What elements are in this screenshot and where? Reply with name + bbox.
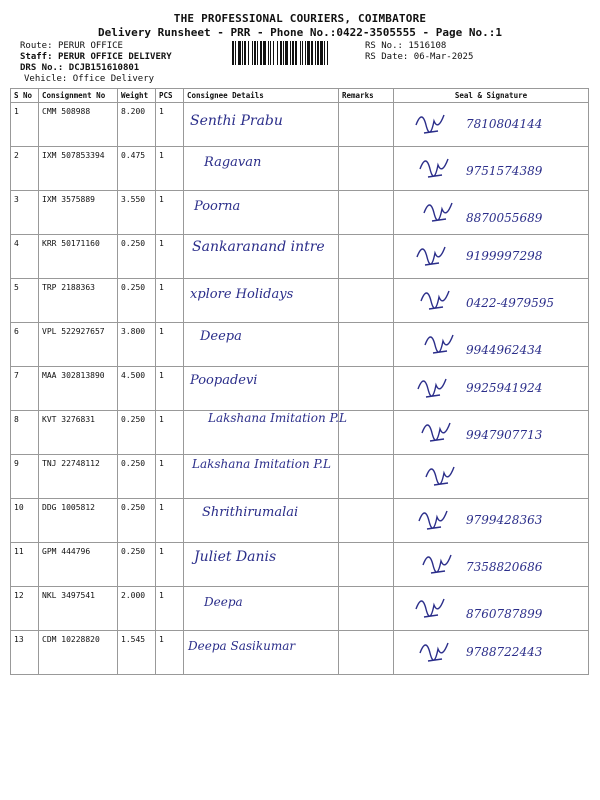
drs-value: DCJB151610801 <box>68 63 140 73</box>
row-signature-cell <box>394 499 589 543</box>
row-signature-cell <box>394 235 589 279</box>
table-header-row <box>11 89 589 103</box>
row-consignment-no: MAA 302813890 <box>39 367 118 411</box>
row-remarks <box>339 235 394 279</box>
row-signature-cell <box>394 631 589 675</box>
table-row <box>11 543 589 587</box>
row-pcs: 1 <box>156 543 184 587</box>
barcode-bar <box>268 41 269 65</box>
row-consignment-no: NKL 3497541 <box>39 587 118 631</box>
vehicle-value: Office Delivery <box>72 74 155 84</box>
row-sno: 4 <box>11 235 39 279</box>
row-weight: 0.250 <box>118 235 156 279</box>
table-row <box>11 103 589 147</box>
row-contact-phone: 7358820686 <box>466 560 543 574</box>
drs-line <box>20 63 139 74</box>
row-consignment-no: KRR 50171160 <box>39 235 118 279</box>
row-weight: 1.545 <box>118 631 156 675</box>
row-consignee-name: Senthi Prabu <box>190 113 283 129</box>
row-sno: 12 <box>11 587 39 631</box>
barcode-bar <box>270 41 271 65</box>
row-consignee-cell <box>184 323 339 367</box>
row-pcs: 1 <box>156 191 184 235</box>
barcode-bar <box>248 41 249 65</box>
vehicle-line <box>24 74 154 85</box>
barcode-bar <box>280 41 282 65</box>
row-contact-phone: 9199997298 <box>466 249 543 263</box>
row-remarks <box>339 455 394 499</box>
row-remarks <box>339 103 394 147</box>
row-remarks <box>339 631 394 675</box>
col-header-remarks: Remarks <box>339 89 394 103</box>
row-remarks <box>339 191 394 235</box>
row-consignee-cell <box>184 235 339 279</box>
rs-no-line <box>365 41 446 52</box>
row-remarks <box>339 499 394 543</box>
row-weight: 3.550 <box>118 191 156 235</box>
row-pcs: 1 <box>156 279 184 323</box>
row-remarks <box>339 587 394 631</box>
row-pcs: 1 <box>156 147 184 191</box>
row-contact-phone: 9947907713 <box>466 428 543 442</box>
row-consignment-no: TRP 2188363 <box>39 279 118 323</box>
row-contact-phone: 9944962434 <box>466 343 543 357</box>
row-contact-phone: 7810804144 <box>466 117 543 131</box>
table-row <box>11 191 589 235</box>
staff-line <box>20 52 172 63</box>
table-row <box>11 235 589 279</box>
row-consignee-cell <box>184 587 339 631</box>
barcode-bar <box>324 41 325 65</box>
rs-no-label: RS No.: <box>365 41 403 51</box>
row-weight: 8.200 <box>118 103 156 147</box>
drs-label: DRS No.: <box>20 63 64 73</box>
row-sno: 7 <box>11 367 39 411</box>
row-contact-phone: 8760787899 <box>466 607 543 621</box>
row-pcs: 1 <box>156 455 184 499</box>
row-remarks <box>339 147 394 191</box>
row-consignee-name: Deepa Sasikumar <box>188 639 296 653</box>
barcode-bar <box>254 41 256 65</box>
row-signature-cell <box>394 367 589 411</box>
row-contact-phone: 9788722443 <box>466 645 543 659</box>
row-pcs: 1 <box>156 367 184 411</box>
row-consignee-name: Sankaranand intre <box>192 239 325 255</box>
row-consignee-cell <box>184 191 339 235</box>
barcode-bar <box>260 41 262 65</box>
row-weight: 3.800 <box>118 323 156 367</box>
row-consignment-no: GPM 444796 <box>39 543 118 587</box>
rs-date-value: 06-Mar-2025 <box>413 52 474 62</box>
handwritten-signature <box>394 455 584 493</box>
table-row <box>11 411 589 455</box>
row-consignee-cell <box>184 147 339 191</box>
row-sno: 2 <box>11 147 39 191</box>
table-row <box>11 631 589 675</box>
row-sno: 10 <box>11 499 39 543</box>
row-sno: 8 <box>11 411 39 455</box>
table-row <box>11 587 589 631</box>
row-consignment-no: KVT 3276831 <box>39 411 118 455</box>
row-pcs: 1 <box>156 235 184 279</box>
row-consignee-cell <box>184 631 339 675</box>
row-contact-phone: 9799428363 <box>466 513 543 527</box>
row-signature-cell <box>394 147 589 191</box>
barcode-bar <box>311 41 313 65</box>
route-label: Route: <box>20 41 53 51</box>
row-consignee-name: Shrithirumalai <box>202 505 299 520</box>
rs-date-line <box>365 52 473 63</box>
row-remarks <box>339 367 394 411</box>
row-weight: 2.000 <box>118 587 156 631</box>
row-consignment-no: CMM 508988 <box>39 103 118 147</box>
barcode-bar <box>235 41 236 65</box>
row-consignee-cell <box>184 411 347 455</box>
barcode-bar <box>292 41 294 65</box>
staff-label: Staff: <box>20 52 53 62</box>
row-consignee-name: Deepa <box>200 329 242 344</box>
col-header-pcs: PCS <box>156 89 184 103</box>
row-pcs: 1 <box>156 587 184 631</box>
barcode-bar <box>285 41 288 65</box>
barcode <box>232 41 357 65</box>
row-consignee-cell <box>184 367 339 411</box>
row-contact-phone: 9925941924 <box>466 381 543 395</box>
runsheet-subtitle: Delivery Runsheet - PRR - Phone No.:0422-3505555 - Page No.:1 <box>98 26 502 39</box>
barcode-bar <box>273 41 274 65</box>
row-pcs: 1 <box>156 411 184 455</box>
barcode-bar <box>307 41 310 65</box>
row-consignment-no: DDG 1005812 <box>39 499 118 543</box>
staff-value: PERUR OFFICE DELIVERY <box>57 52 172 62</box>
row-pcs: 1 <box>156 499 184 543</box>
row-sno: 13 <box>11 631 39 675</box>
barcode-bar <box>277 41 278 65</box>
row-consignment-no: TNJ 22748112 <box>39 455 118 499</box>
barcode-bar <box>257 41 258 65</box>
row-consignee-name: Poorna <box>194 199 241 214</box>
row-consignee-name: xplore Holidays <box>190 287 294 302</box>
row-consignee-name: Juliet Danis <box>194 549 277 565</box>
row-signature-cell <box>394 191 589 235</box>
col-header-signature: Seal & Signature <box>394 89 589 103</box>
row-remarks <box>339 323 394 367</box>
row-consignee-cell <box>184 103 339 147</box>
col-header-weight: Weight <box>118 89 156 103</box>
row-remarks <box>339 543 394 587</box>
rs-date-label: RS Date: <box>365 52 409 62</box>
row-pcs: 1 <box>156 631 184 675</box>
row-consignee-name: Lakshana Imitation P.L <box>192 457 331 471</box>
barcode-bar <box>300 41 301 65</box>
row-signature-cell <box>394 587 589 631</box>
runsheet-table <box>10 88 589 675</box>
row-consignee-cell <box>184 455 339 499</box>
table-row <box>11 499 589 543</box>
vehicle-label: Vehicle: <box>24 74 68 84</box>
barcode-bar <box>283 41 284 65</box>
row-consignee-name: Poopadevi <box>190 373 258 388</box>
table-row <box>11 367 589 411</box>
barcode-bar <box>238 41 241 65</box>
barcode-bar <box>305 41 306 65</box>
row-signature-cell <box>394 103 589 147</box>
row-consignment-no: IXM 3575889 <box>39 191 118 235</box>
row-consignment-no: IXM 507853394 <box>39 147 118 191</box>
row-signature-cell <box>394 411 589 455</box>
row-consignee-name: Ragavan <box>204 155 262 170</box>
row-sno: 6 <box>11 323 39 367</box>
barcode-bar <box>252 41 253 65</box>
row-contact-phone: 0422-4979595 <box>466 296 555 310</box>
row-weight: 4.500 <box>118 367 156 411</box>
row-sno: 9 <box>11 455 39 499</box>
row-consignment-no: CDM 10228820 <box>39 631 118 675</box>
row-pcs: 1 <box>156 323 184 367</box>
barcode-bar <box>232 41 234 65</box>
barcode-bar <box>315 41 316 65</box>
row-signature-cell <box>394 543 589 587</box>
row-consignee-cell <box>184 543 339 587</box>
table-row <box>11 323 589 367</box>
row-signature-cell <box>394 455 589 499</box>
barcode-bar <box>320 41 323 65</box>
row-weight: 0.250 <box>118 543 156 587</box>
barcode-bar <box>295 41 297 65</box>
row-weight: 0.250 <box>118 455 156 499</box>
row-sno: 1 <box>11 103 39 147</box>
row-remarks <box>339 279 394 323</box>
row-consignee-cell <box>184 499 339 543</box>
rs-no-value: 1516108 <box>408 41 447 51</box>
col-header-consignee: Consignee Details <box>184 89 339 103</box>
barcode-bar <box>327 41 328 65</box>
table-row <box>11 147 589 191</box>
row-weight: 0.475 <box>118 147 156 191</box>
row-contact-phone: 9751574389 <box>466 164 543 178</box>
barcode-bar <box>242 41 243 65</box>
row-signature-cell <box>394 279 589 323</box>
row-pcs: 1 <box>156 103 184 147</box>
table-row <box>11 455 589 499</box>
row-weight: 0.250 <box>118 499 156 543</box>
row-consignment-no: VPL 522927657 <box>39 323 118 367</box>
barcode-bar <box>317 41 319 65</box>
row-consignee-name: Deepa <box>204 595 243 609</box>
col-header-sno: S No <box>11 89 39 103</box>
table-row <box>11 279 589 323</box>
row-signature-cell <box>394 323 589 367</box>
row-consignee-cell <box>184 279 339 323</box>
barcode-bar <box>244 41 246 65</box>
route-line <box>20 41 123 52</box>
company-title: THE PROFESSIONAL COURIERS, COIMBATORE <box>173 12 427 25</box>
barcode-bar <box>302 41 303 65</box>
row-consignee-name: Lakshana Imitation P.L <box>208 411 347 425</box>
row-sno: 3 <box>11 191 39 235</box>
row-sno: 5 <box>11 279 39 323</box>
row-sno: 11 <box>11 543 39 587</box>
row-contact-phone: 8870055689 <box>466 211 543 225</box>
table-body <box>11 103 589 675</box>
route-value: PERUR OFFICE <box>57 41 123 51</box>
barcode-bar <box>290 41 291 65</box>
row-weight: 0.250 <box>118 411 156 455</box>
row-weight: 0.250 <box>118 279 156 323</box>
barcode-bar <box>263 41 266 65</box>
col-header-consignment: Consignment No <box>39 89 118 103</box>
